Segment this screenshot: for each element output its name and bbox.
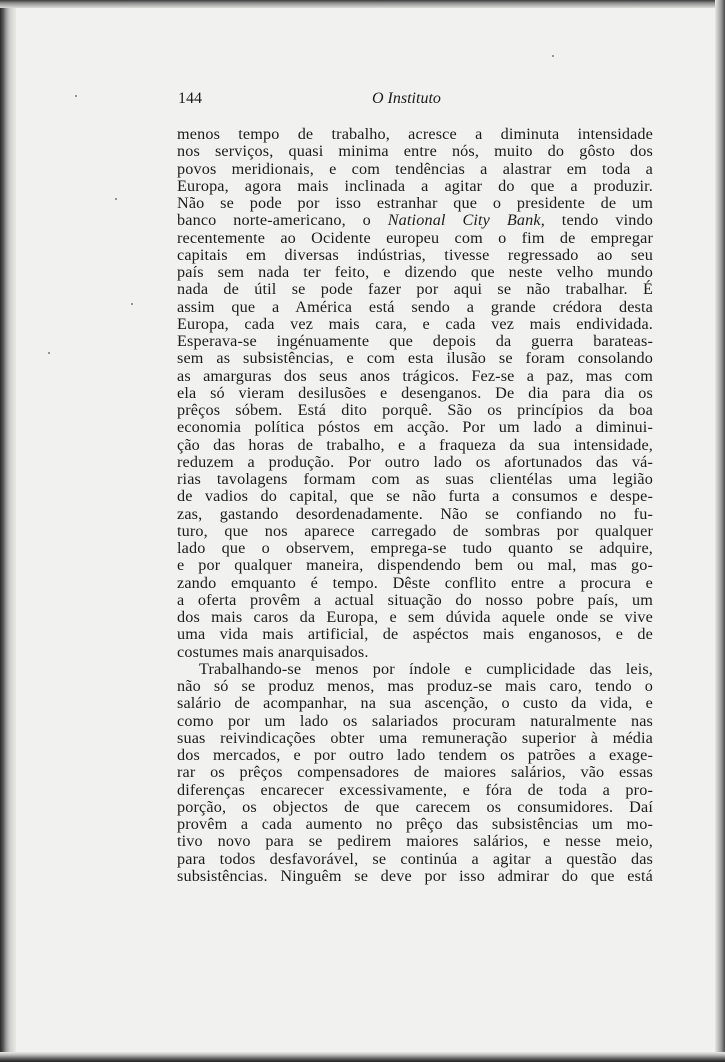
text-line: zas, gastando desordenadamente. Não se confiando no fu- (177, 504, 653, 523)
text-line: capitais em diversas indústrias, tivesse regressado ao seu (177, 245, 653, 264)
text-line: ela só vieram desilusões e desenganos. De dia para dia os (177, 383, 653, 402)
text-line: Europa, cada vez mais cara, e cada vez mais endividada. (177, 314, 653, 333)
text-line: costumes mais anarquisados. (177, 642, 369, 661)
scan-speck (115, 198, 117, 200)
page-number: 144 (178, 90, 202, 107)
text-line: suas reivindicações obter uma remuneração superior à média (177, 728, 653, 747)
text-line: sem as subsistências, e com esta ilusão se foram consolando (177, 349, 653, 368)
text-line (177, 212, 653, 229)
text-line: diferenças encarecer excessivamente, e fóra de toda a pro- (177, 780, 653, 799)
text-line: rias tavolagens formam com as suas clientélas uma legião (177, 470, 653, 488)
text-line: porção, os objectos de que carecem os consumidores. Daí (177, 797, 653, 816)
text-line: provêm a cada aumento no prêço das subsistências um mo- (177, 815, 653, 833)
text-line: como por um lado os salariados procuram naturalmente nas (177, 711, 653, 730)
text-line: Trabalhando-se menos por índole e cumplicidade das leis, (199, 659, 653, 678)
text-line: menos tempo de trabalho, acresce a diminuta intensidade (177, 125, 653, 143)
scan-speck (75, 95, 77, 97)
text-line: prêços sóbem. Está dito porquê. São os princípios da boa (177, 401, 653, 419)
text-line: turo, que nos aparece carregado de sombras por qualquer (177, 521, 653, 540)
text-line: ção das horas de trabalho, e a fraqueza da sua intensidade, (177, 435, 653, 454)
text-line: nos serviços, quasi minima entre nós, muito do gôsto dos (177, 142, 653, 161)
scan-speck (131, 303, 133, 305)
text-line: a oferta provêm a actual situação do nosso pobre país, um (177, 590, 653, 609)
text-line: assim que a América está sendo a grande crédora desta (177, 297, 653, 316)
scan-edge-right (715, 0, 725, 1062)
text-line: para todos desfavorável, se continúa a agitar a questão das (177, 849, 653, 868)
scan-speck (552, 55, 554, 57)
text-line: dos mercados, e por outro lado tendem os patrões a exage- (177, 746, 653, 764)
text-line: e por qualquer maneira, dispendendo bem ou mal, mas go- (177, 556, 653, 575)
text-line: dos mais caros da Europa, e sem dúvida aquele onde se vive (177, 608, 653, 626)
scan-edge-top (0, 0, 725, 8)
text-line: Não se pode por isso estranhar que o presidente de um (177, 194, 653, 212)
text-line: Europa, agora mais inclinada a agitar do que a produzir. (177, 176, 653, 195)
text-line: povos meridionais, e com tendências a alastrar em toda a (177, 159, 653, 178)
text-line: zando emquanto é tempo. Dêste conflito entre a procura e (177, 573, 653, 592)
text-line: as amarguras dos seus anos trágicos. Fez-se a paz, mas com (177, 366, 653, 385)
text-line: economia política póstos em acção. Por um lado a diminui- (177, 418, 653, 437)
scan-edge-left (0, 0, 16, 1062)
text-line: uma vida mais artificial, de aspéctos mais enganosos, e de (177, 625, 653, 644)
text-line: tivo novo para se pedirem maiores salários, e nesse meio, (177, 832, 653, 851)
text-line: recentemente ao Ocidente europeu com o fim de empregar (177, 228, 653, 247)
text-line: nada de útil se pode fazer por aqui se não trabalhar. É (177, 280, 653, 299)
text-line: subsistências. Ninguêm se deve por isso admirar do que está (177, 866, 653, 885)
scan-speck (48, 352, 50, 354)
scan-edge-bottom (0, 1052, 725, 1062)
italic-bank-name: National City Bank, (387, 211, 545, 230)
text-line: não só se produz menos, mas produz-se mais caro, tendo o (177, 677, 653, 695)
text-line: reduzem a produção. Por outro lado os afortunados das vá- (177, 452, 653, 471)
text-line: salário de acompanhar, na sua ascenção, o custo da vida, e (177, 694, 653, 713)
running-title: O Instituto (372, 90, 441, 107)
body-text (177, 126, 653, 885)
text-line: rar os prêços compensadores de maiores salários, vão essas (177, 763, 653, 782)
text-line: de vadios do capital, que se não furta a consumos e despe- (177, 487, 653, 506)
text-line: país sem nada ter feito, e dizendo que neste velho mundo (177, 263, 653, 281)
text-segment: banco norte-americano, o (177, 211, 388, 230)
text-line: lado que o observem, emprega-se tudo quanto se adquire, (177, 539, 653, 557)
text-segment: tendo vindo (544, 211, 653, 230)
text-line: Esperava-se ingénuamente que depois da guerra barateas- (177, 332, 653, 350)
